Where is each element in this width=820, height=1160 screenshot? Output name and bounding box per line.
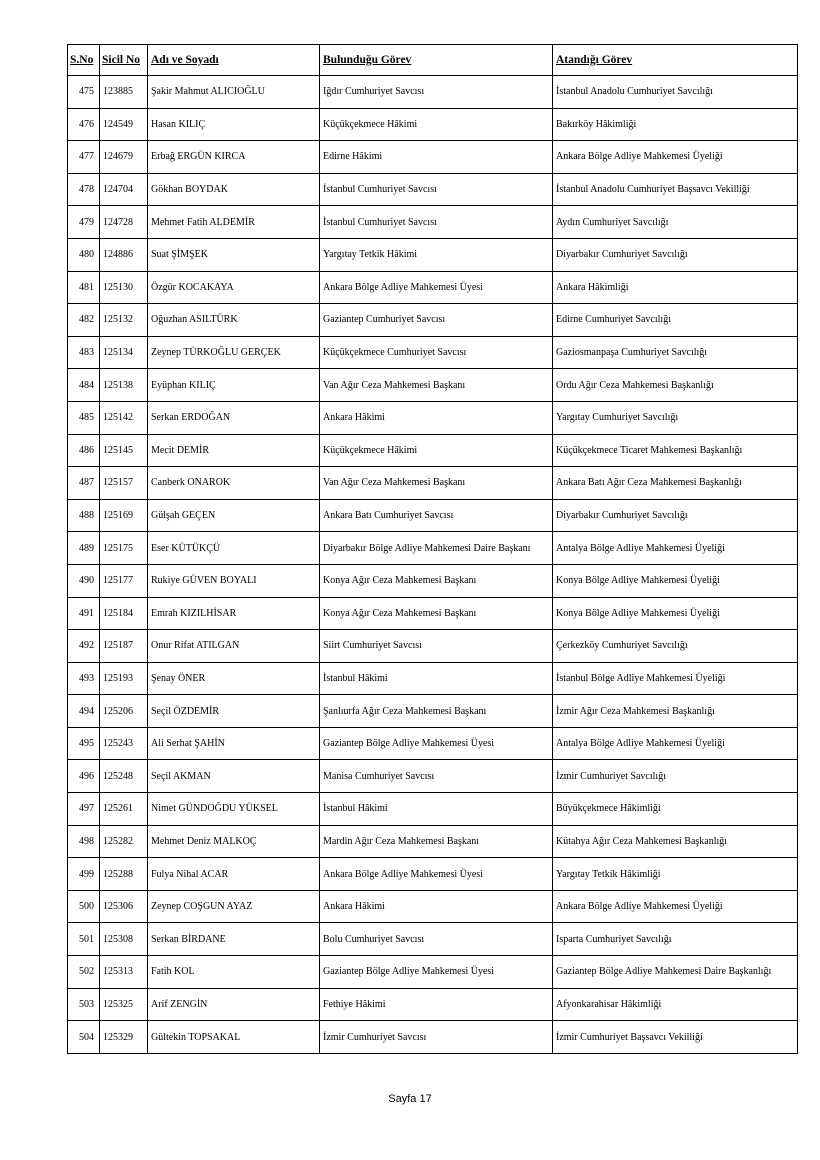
cell-sicil-no: 125308 [100,923,148,956]
cell-assigned-position: İstanbul Anadolu Cumhuriyet Başsavcı Vekilliği [553,173,798,206]
cell-sicil-no: 124886 [100,238,148,271]
cell-sicil-no: 125313 [100,956,148,989]
cell-name: Onur Rifat ATILGAN [148,630,320,663]
cell-current-position: Konya Ağır Ceza Mahkemesi Başkanı [320,597,553,630]
cell-sno: 477 [68,141,100,174]
cell-assigned-position: Diyarbakır Cumhuriyet Savcılığı [553,238,798,271]
cell-sno: 481 [68,271,100,304]
cell-name: Oğuzhan ASILTÜRK [148,304,320,337]
cell-current-position: Gaziantep Bölge Adliye Mahkemesi Üyesi [320,956,553,989]
cell-current-position: İstanbul Cumhuriyet Savcısı [320,206,553,239]
cell-current-position: Siirt Cumhuriyet Savcısı [320,630,553,663]
cell-assigned-position: Büyükçekmece Hâkimliği [553,793,798,826]
cell-current-position: Bolu Cumhuriyet Savcısı [320,923,553,956]
table-row [68,467,798,500]
header-sicil-no: Sicil No [100,45,148,76]
table-row [68,793,798,826]
cell-sicil-no: 125132 [100,304,148,337]
cell-sno: 482 [68,304,100,337]
table-row [68,923,798,956]
cell-assigned-position: Antalya Bölge Adliye Mahkemesi Üyeliği [553,532,798,565]
header-current-position: Bulunduğu Görev [320,45,553,76]
cell-assigned-position: Ordu Ağır Ceza Mahkemesi Başkanlığı [553,369,798,402]
cell-current-position: Ankara Bölge Adliye Mahkemesi Üyesi [320,271,553,304]
cell-sicil-no: 125243 [100,727,148,760]
cell-current-position: Yargıtay Tetkik Hâkimi [320,238,553,271]
cell-sno: 500 [68,890,100,923]
cell-current-position: Ankara Hâkimi [320,890,553,923]
cell-assigned-position: Ankara Hâkimliği [553,271,798,304]
table-row [68,336,798,369]
cell-sno: 475 [68,76,100,109]
cell-name: Zeynep COŞGUN AYAZ [148,890,320,923]
table-row [68,597,798,630]
cell-sno: 492 [68,630,100,663]
table-row [68,76,798,109]
cell-sicil-no: 125282 [100,825,148,858]
cell-name: Gökhan BOYDAK [148,173,320,206]
cell-sicil-no: 125138 [100,369,148,402]
cell-sno: 491 [68,597,100,630]
table-row [68,630,798,663]
header-sno: S.No [68,45,100,76]
cell-sicil-no: 125142 [100,401,148,434]
cell-sicil-no: 125306 [100,890,148,923]
cell-name: Ali Serhat ŞAHİN [148,727,320,760]
cell-sno: 496 [68,760,100,793]
cell-sno: 498 [68,825,100,858]
cell-current-position: İstanbul Cumhuriyet Savcısı [320,173,553,206]
cell-current-position: Ankara Batı Cumhuriyet Savcısı [320,499,553,532]
cell-assigned-position: Çerkezköy Cumhuriyet Savcılığı [553,630,798,663]
table-row [68,956,798,989]
cell-sno: 487 [68,467,100,500]
cell-sno: 490 [68,564,100,597]
table-row [68,825,798,858]
cell-current-position: Van Ağır Ceza Mahkemesi Başkanı [320,369,553,402]
cell-sno: 489 [68,532,100,565]
cell-name: Canberk ONAROK [148,467,320,500]
cell-name: Fatih KOL [148,956,320,989]
cell-sno: 485 [68,401,100,434]
cell-current-position: Ankara Bölge Adliye Mahkemesi Üyesi [320,858,553,891]
table-row [68,890,798,923]
cell-assigned-position: Yargıtay Cumhuriyet Savcılığı [553,401,798,434]
cell-name: Gülşah GEÇEN [148,499,320,532]
cell-name: Serkan ERDOĞAN [148,401,320,434]
cell-assigned-position: Antalya Bölge Adliye Mahkemesi Üyeliği [553,727,798,760]
cell-current-position: Mardin Ağır Ceza Mahkemesi Başkanı [320,825,553,858]
cell-sno: 497 [68,793,100,826]
cell-sno: 502 [68,956,100,989]
cell-sicil-no: 125134 [100,336,148,369]
cell-assigned-position: İzmir Cumhuriyet Savcılığı [553,760,798,793]
cell-current-position: İzmir Cumhuriyet Savcısı [320,1021,553,1054]
table-row [68,858,798,891]
cell-current-position: Manisa Cumhuriyet Savcısı [320,760,553,793]
cell-sno: 494 [68,695,100,728]
cell-assigned-position: Isparta Cumhuriyet Savcılığı [553,923,798,956]
table-row [68,988,798,1021]
cell-sicil-no: 124704 [100,173,148,206]
cell-sicil-no: 125193 [100,662,148,695]
table-row [68,564,798,597]
table-row [68,206,798,239]
cell-name: Gültekin TOPSAKAL [148,1021,320,1054]
table-row [68,760,798,793]
cell-sno: 495 [68,727,100,760]
cell-name: Mecit DEMİR [148,434,320,467]
cell-current-position: Gaziantep Cumhuriyet Savcısı [320,304,553,337]
cell-sicil-no: 124679 [100,141,148,174]
cell-sicil-no: 125206 [100,695,148,728]
cell-name: Hasan KILIÇ [148,108,320,141]
cell-name: Serkan BİRDANE [148,923,320,956]
cell-current-position: Iğdır Cumhuriyet Savcısı [320,76,553,109]
cell-assigned-position: Bakırköy Hâkimliği [553,108,798,141]
cell-assigned-position: Yargıtay Tetkik Hâkimliği [553,858,798,891]
cell-assigned-position: Diyarbakır Cumhuriyet Savcılığı [553,499,798,532]
cell-current-position: Küçükçekmece Cumhuriyet Savcısı [320,336,553,369]
cell-sno: 486 [68,434,100,467]
appointment-table [67,44,798,1054]
page-number: Sayfa 17 [388,1093,432,1105]
cell-current-position: Ankara Hâkimi [320,401,553,434]
cell-assigned-position: İzmir Ağır Ceza Mahkemesi Başkanlığı [553,695,798,728]
cell-sicil-no: 125288 [100,858,148,891]
cell-assigned-position: İzmir Cumhuriyet Başsavcı Vekilliği [553,1021,798,1054]
cell-current-position: Küçükçekmece Hâkimi [320,108,553,141]
cell-sicil-no: 125184 [100,597,148,630]
cell-assigned-position: Ankara Bölge Adliye Mahkemesi Üyeliği [553,141,798,174]
table-row [68,499,798,532]
table-row [68,271,798,304]
table-row [68,662,798,695]
cell-assigned-position: Ankara Batı Ağır Ceza Mahkemesi Başkanlığı [553,467,798,500]
cell-assigned-position: Gaziantep Bölge Adliye Mahkemesi Daire Başkanlığı [553,956,798,989]
cell-assigned-position: Konya Bölge Adliye Mahkemesi Üyeliği [553,564,798,597]
cell-sicil-no: 125261 [100,793,148,826]
cell-sno: 493 [68,662,100,695]
cell-name: Zeynep TÜRKOĞLU GERÇEK [148,336,320,369]
cell-sno: 504 [68,1021,100,1054]
cell-current-position: İstanbul Hâkimi [320,662,553,695]
cell-assigned-position: Gaziosmanpaşa Cumhuriyet Savcılığı [553,336,798,369]
table-row [68,532,798,565]
cell-name: Seçil AKMAN [148,760,320,793]
cell-sicil-no: 125248 [100,760,148,793]
cell-name: Emrah KIZILHİSAR [148,597,320,630]
table-row [68,141,798,174]
cell-name: Eyüphan KILIÇ [148,369,320,402]
cell-sicil-no: 125145 [100,434,148,467]
cell-sno: 480 [68,238,100,271]
cell-sno: 488 [68,499,100,532]
table-header-row [68,45,798,76]
cell-assigned-position: Konya Bölge Adliye Mahkemesi Üyeliği [553,597,798,630]
cell-current-position: Fethiye Hâkimi [320,988,553,1021]
cell-assigned-position: Küçükçekmece Ticaret Mahkemesi Başkanlığı [553,434,798,467]
cell-assigned-position: İstanbul Bölge Adliye Mahkemesi Üyeliği [553,662,798,695]
cell-sicil-no: 125169 [100,499,148,532]
cell-name: Eser KÜTÜKÇÜ [148,532,320,565]
header-assigned-position: Atandığı Görev [553,45,798,76]
cell-sicil-no: 124549 [100,108,148,141]
cell-sno: 483 [68,336,100,369]
cell-current-position: Diyarbakır Bölge Adliye Mahkemesi Daire Başkanı [320,532,553,565]
cell-name: Arif ZENGİN [148,988,320,1021]
cell-sicil-no: 125177 [100,564,148,597]
table-row [68,173,798,206]
table-row [68,434,798,467]
cell-name: Şenay ÖNER [148,662,320,695]
table-row [68,727,798,760]
table-row [68,369,798,402]
cell-current-position: İstanbul Hâkimi [320,793,553,826]
cell-assigned-position: İstanbul Anadolu Cumhuriyet Savcılığı [553,76,798,109]
table-row [68,1021,798,1054]
cell-sno: 478 [68,173,100,206]
cell-name: Fulya Nihal ACAR [148,858,320,891]
cell-sno: 503 [68,988,100,1021]
cell-sicil-no: 125130 [100,271,148,304]
cell-current-position: Van Ağır Ceza Mahkemesi Başkanı [320,467,553,500]
cell-assigned-position: Ankara Bölge Adliye Mahkemesi Üyeliği [553,890,798,923]
cell-assigned-position: Aydın Cumhuriyet Savcılığı [553,206,798,239]
cell-current-position: Küçükçekmece Hâkimi [320,434,553,467]
cell-sicil-no: 125325 [100,988,148,1021]
table-body [68,76,798,1054]
table-row [68,304,798,337]
header-name: Adı ve Soyadı [148,45,320,76]
cell-current-position: Edirne Hâkimi [320,141,553,174]
cell-sicil-no: 124728 [100,206,148,239]
cell-sno: 479 [68,206,100,239]
cell-name: Suat ŞİMŞEK [148,238,320,271]
cell-sno: 499 [68,858,100,891]
cell-sno: 476 [68,108,100,141]
table-row [68,108,798,141]
cell-name: Erbağ ERGÜN KIRCA [148,141,320,174]
cell-sicil-no: 125329 [100,1021,148,1054]
cell-current-position: Konya Ağır Ceza Mahkemesi Başkanı [320,564,553,597]
cell-sno: 484 [68,369,100,402]
table-row [68,401,798,434]
cell-assigned-position: Afyonkarahisar Hâkimliği [553,988,798,1021]
cell-sicil-no: 125157 [100,467,148,500]
cell-current-position: Şanlıurfa Ağır Ceza Mahkemesi Başkanı [320,695,553,728]
cell-name: Seçil ÖZDEMİR [148,695,320,728]
table-row [68,695,798,728]
cell-name: Özgür KOCAKAYA [148,271,320,304]
cell-assigned-position: Edirne Cumhuriyet Savcılığı [553,304,798,337]
table-row [68,238,798,271]
cell-name: Şakir Mahmut ALICIOĞLU [148,76,320,109]
cell-assigned-position: Kütahya Ağır Ceza Mahkemesi Başkanlığı [553,825,798,858]
cell-sicil-no: 123885 [100,76,148,109]
cell-name: Rukiye GÜVEN BOYALI [148,564,320,597]
cell-current-position: Gaziantep Bölge Adliye Mahkemesi Üyesi [320,727,553,760]
cell-name: Nimet GÜNDOĞDU YÜKSEL [148,793,320,826]
cell-name: Mehmet Fatih ALDEMİR [148,206,320,239]
cell-sicil-no: 125187 [100,630,148,663]
cell-sicil-no: 125175 [100,532,148,565]
cell-name: Mehmet Deniz MALKOÇ [148,825,320,858]
cell-sno: 501 [68,923,100,956]
